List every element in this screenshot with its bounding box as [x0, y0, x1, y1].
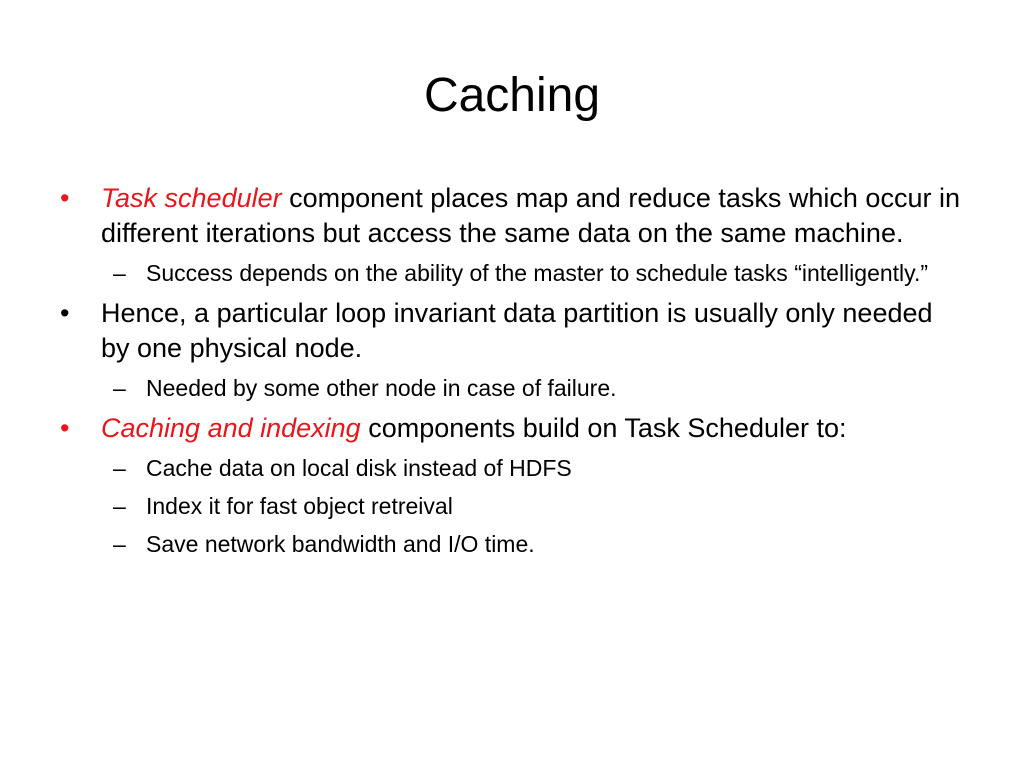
bullet-text: component places map and reduce tasks which occur in different iterations but access the same data on the same machine.	[101, 183, 960, 248]
sub-bullet-text: Needed by some other node in case of failure.	[146, 375, 617, 401]
slide-body	[60, 181, 960, 567]
bullet-icon: •	[60, 413, 70, 443]
bullet-text: components build on Task Scheduler to:	[360, 413, 847, 443]
sub-bullet-text: Success depends on the ability of the master to schedule tasks “intelligently.”	[146, 260, 928, 286]
bullet-text: Hence, a particular loop invariant data partition is usually only needed by one physical node.	[101, 298, 933, 363]
sub-bullet-text: Index it for fast object retreival	[146, 493, 453, 519]
slide-title: Caching	[423, 69, 601, 122]
emphasis-task-scheduler: Task scheduler	[101, 183, 282, 213]
bullet-icon: •	[60, 298, 70, 328]
dash-icon: –	[113, 260, 126, 286]
emphasis-caching-indexing: Caching and indexing	[101, 413, 361, 443]
sub-bullet-item	[60, 258, 960, 288]
dash-icon: –	[113, 493, 126, 519]
bullet-item-caching-indexing	[60, 411, 960, 446]
sub-bullet-text: Cache data on local disk instead of HDFS	[146, 455, 572, 481]
bullet-icon: •	[60, 183, 70, 213]
sub-bullet-text: Save network bandwidth and I/O time.	[146, 531, 535, 557]
bullet-item-loop-invariant	[60, 296, 960, 366]
sub-bullet-item	[60, 491, 960, 521]
sub-bullet-item	[60, 453, 960, 483]
sub-bullet-item	[60, 373, 960, 403]
dash-icon: –	[113, 531, 126, 557]
bullet-item-task-scheduler	[60, 181, 960, 251]
dash-icon: –	[113, 375, 126, 401]
dash-icon: –	[113, 455, 126, 481]
sub-bullet-item	[60, 529, 960, 559]
